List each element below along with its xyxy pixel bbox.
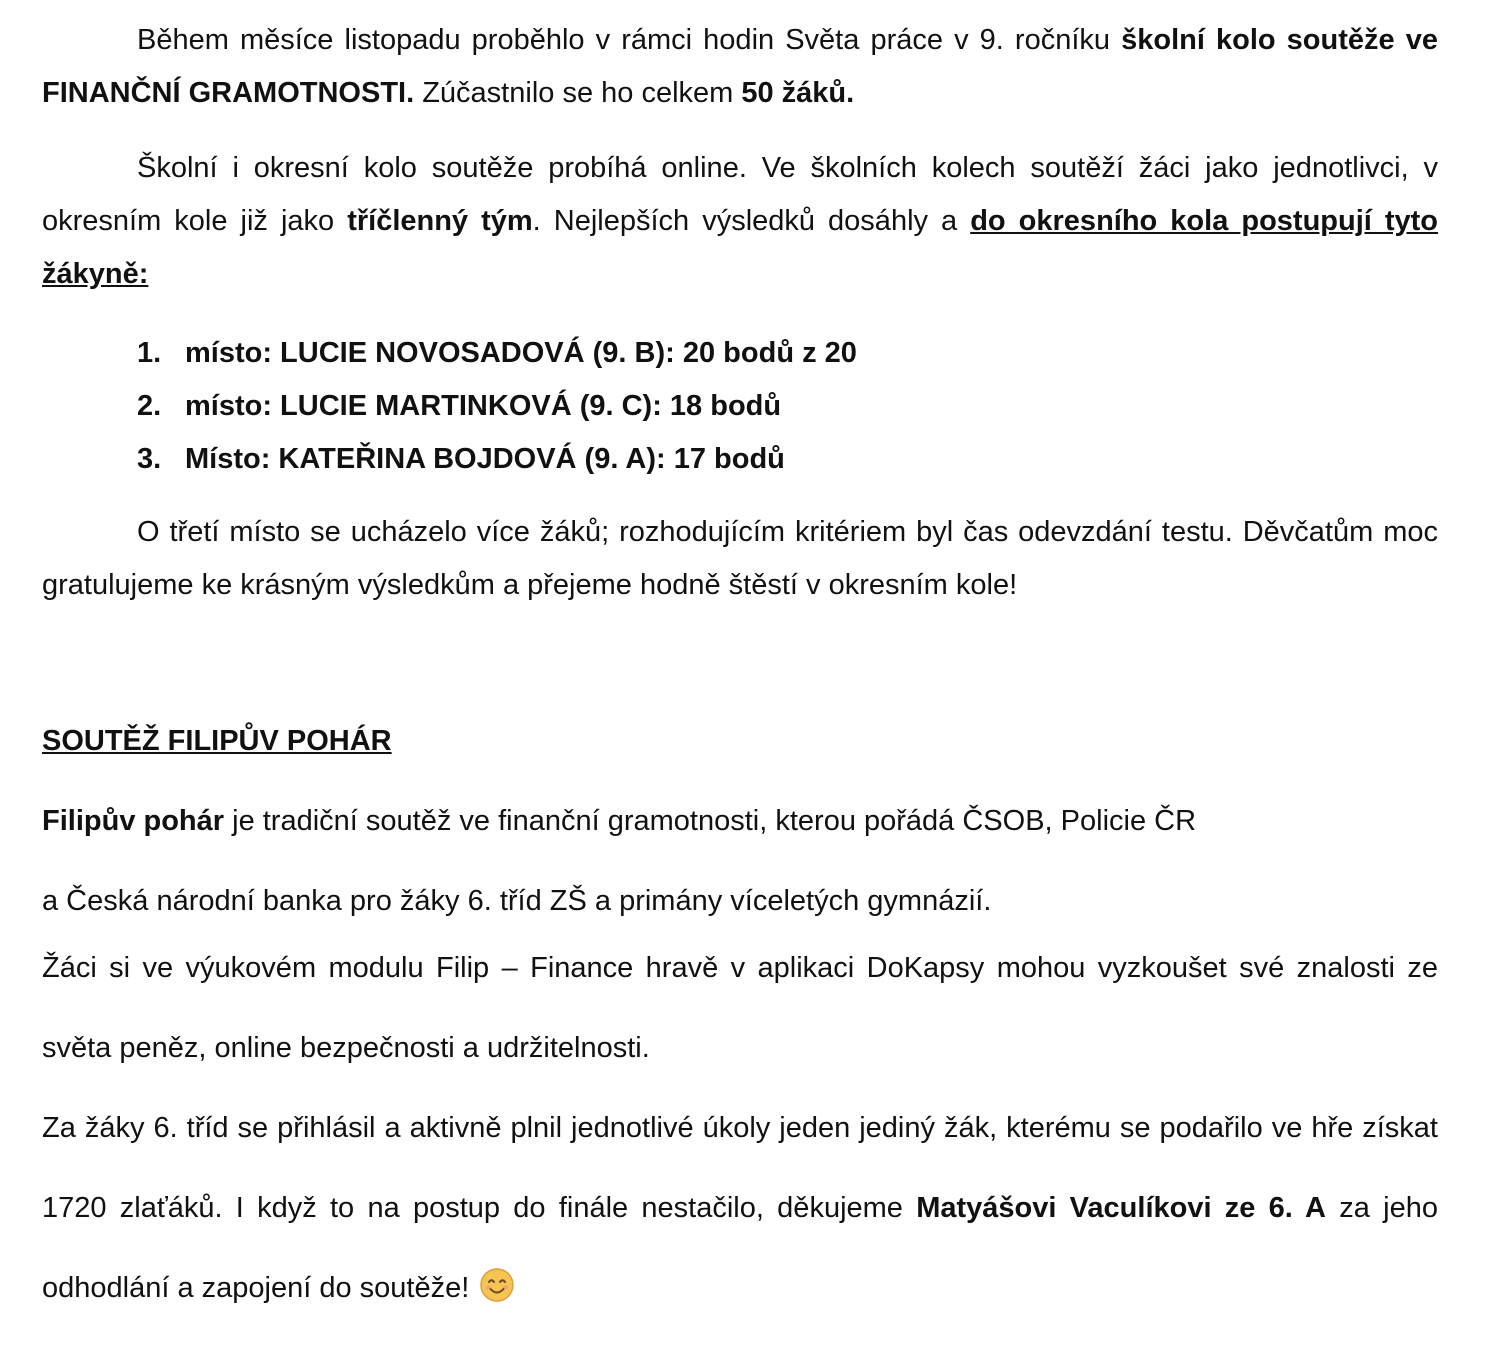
result-item: [42, 327, 1438, 380]
advancing-note: do okresního kola postupují tyto žákyně:: [42, 205, 1439, 290]
section-text: je tradiční soutěž ve finanční gramotnosti, kterou pořádá ČSOB, Policie ČR: [224, 805, 1197, 837]
section-line-1: [42, 795, 1438, 848]
section-text-4: Za žáky 6. tříd se přihlásil a aktivně plnil jednotlivé úkoly jeden jediný žák, kterému se podařilo ve hře získat 1720 zlaťáků. I když to na postup do finále nestačilo, děkujeme: [42, 1112, 1438, 1224]
intro-text: Během měsíce listopadu proběhlo v rámci hodin Světa práce v 9. ročníku: [137, 24, 1122, 56]
rules-text-2: . Nejlepších výsledků dosáhly a: [532, 205, 971, 237]
cup-name: Filipův pohár: [42, 805, 225, 837]
result-text: místo: LUCIE NOVOSADOVÁ (9. B): 20 bodů z 20: [185, 337, 857, 369]
closing-paragraph: O třetí místo se ucházelo více žáků; rozhodujícím kritériem byl čas odevzdání testu. Děvčatům moc gratulujeme ke krásným výsledkům a přejeme hodně štěstí v okresním kole!: [42, 516, 1438, 601]
smiling-face-icon: [479, 1254, 515, 1290]
student-name: Matyášovi Vaculíkovi ze 6. A: [916, 1192, 1326, 1224]
result-text: Místo: KATEŘINA BOJDOVÁ (9. A): 17 bodů: [185, 443, 785, 475]
intro-paragraph: [42, 14, 1438, 120]
intro-text-2: Zúčastnilo se ho celkem: [414, 77, 742, 109]
result-item: [42, 380, 1438, 433]
result-text: místo: LUCIE MARTINKOVÁ (9. C): 18 bodů: [185, 390, 782, 422]
section-paragraph-4: [42, 1088, 1438, 1328]
document-content: [42, 14, 1438, 1328]
section-line-2: a Česká národní banka pro žáky 6. tříd ZŠ a primány víceletých gymnázií.: [42, 885, 992, 917]
filipuv-pohar-section: [42, 795, 1438, 1328]
result-number: 1.: [137, 337, 162, 369]
section-heading: SOUTĚŽ FILIPŮV POHÁR: [42, 725, 392, 757]
section-paragraph-3: Žáci si ve výukovém modulu Filip – Finance hravě v aplikaci DoKapsy mohou vyzkoušet své znalosti ze světa peněz, online bezpečnosti a udržitelnosti.: [42, 952, 1438, 1064]
result-number: 2.: [137, 390, 162, 422]
section-text-4b: za jeho odhodlání a zapojení do soutěže!: [42, 1192, 1438, 1304]
team-size: tříčlenný tým: [347, 205, 533, 237]
participant-count: 50 žáků.: [741, 77, 855, 109]
rules-paragraph: [42, 142, 1438, 301]
competition-name: školní kolo soutěže ve FINANČNÍ GRAMOTNOSTI.: [42, 24, 1438, 109]
result-item: [42, 433, 1438, 486]
result-number: 3.: [137, 443, 162, 475]
rules-text: Školní i okresní kolo soutěže probíhá online. Ve školních kolech soutěží žáci jako jednotlivci, v okresním kole již jako: [42, 152, 1438, 237]
results-list: [42, 327, 1438, 486]
